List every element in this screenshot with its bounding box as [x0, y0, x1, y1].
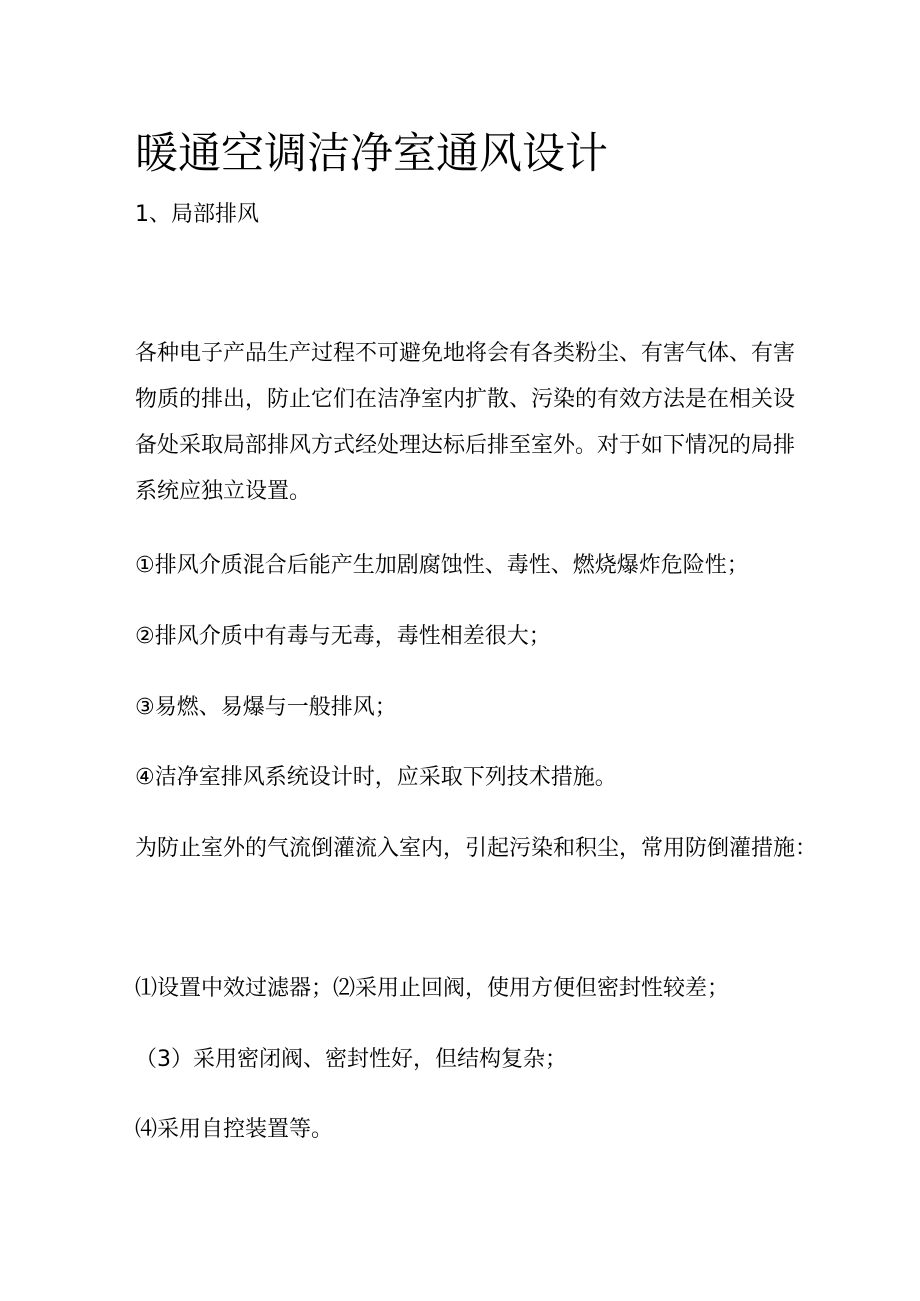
- section-heading: 1、局部排风: [135, 202, 259, 227]
- intro-line: 系统应独立设置。: [135, 479, 312, 504]
- intro-line: 备处采取局部排风方式经处理达标后排至室外。对于如下情况的局排: [135, 433, 796, 458]
- intro-paragraph: [135, 331, 795, 515]
- intro-line: 物质的排出，防止它们在洁净室内扩散、污染的有效方法是在相关设: [135, 387, 796, 412]
- condition-item: ②排风介质中有毒与无毒，毒性相差很大；: [135, 624, 551, 649]
- condition-item: ③易燃、易爆与一般排风；: [135, 695, 397, 720]
- measure-item: ⑷采用自控装置等。: [135, 1117, 334, 1142]
- backflow-intro: 为防止室外的气流倒灌流入室内，引起污染和积尘，常用防倒灌措施：: [135, 836, 818, 861]
- intro-line: 各种电子产品生产过程不可避免地将会有各类粉尘、有害气体、有害: [135, 341, 796, 366]
- condition-item: ①排风介质混合后能产生加剧腐蚀性、毒性、燃烧爆炸危险性；: [135, 553, 749, 578]
- measure-item: ⑴设置中效过滤器；⑵采用止回阀，使用方便但密封性较差；: [135, 976, 730, 1001]
- measure-item: （3）采用密闭阀、密封性好，但结构复杂；: [135, 1047, 567, 1072]
- condition-item: ④洁净室排风系统设计时，应采取下列技术措施。: [135, 765, 617, 790]
- document-title: 暖通空调洁净室通风设计: [135, 129, 608, 179]
